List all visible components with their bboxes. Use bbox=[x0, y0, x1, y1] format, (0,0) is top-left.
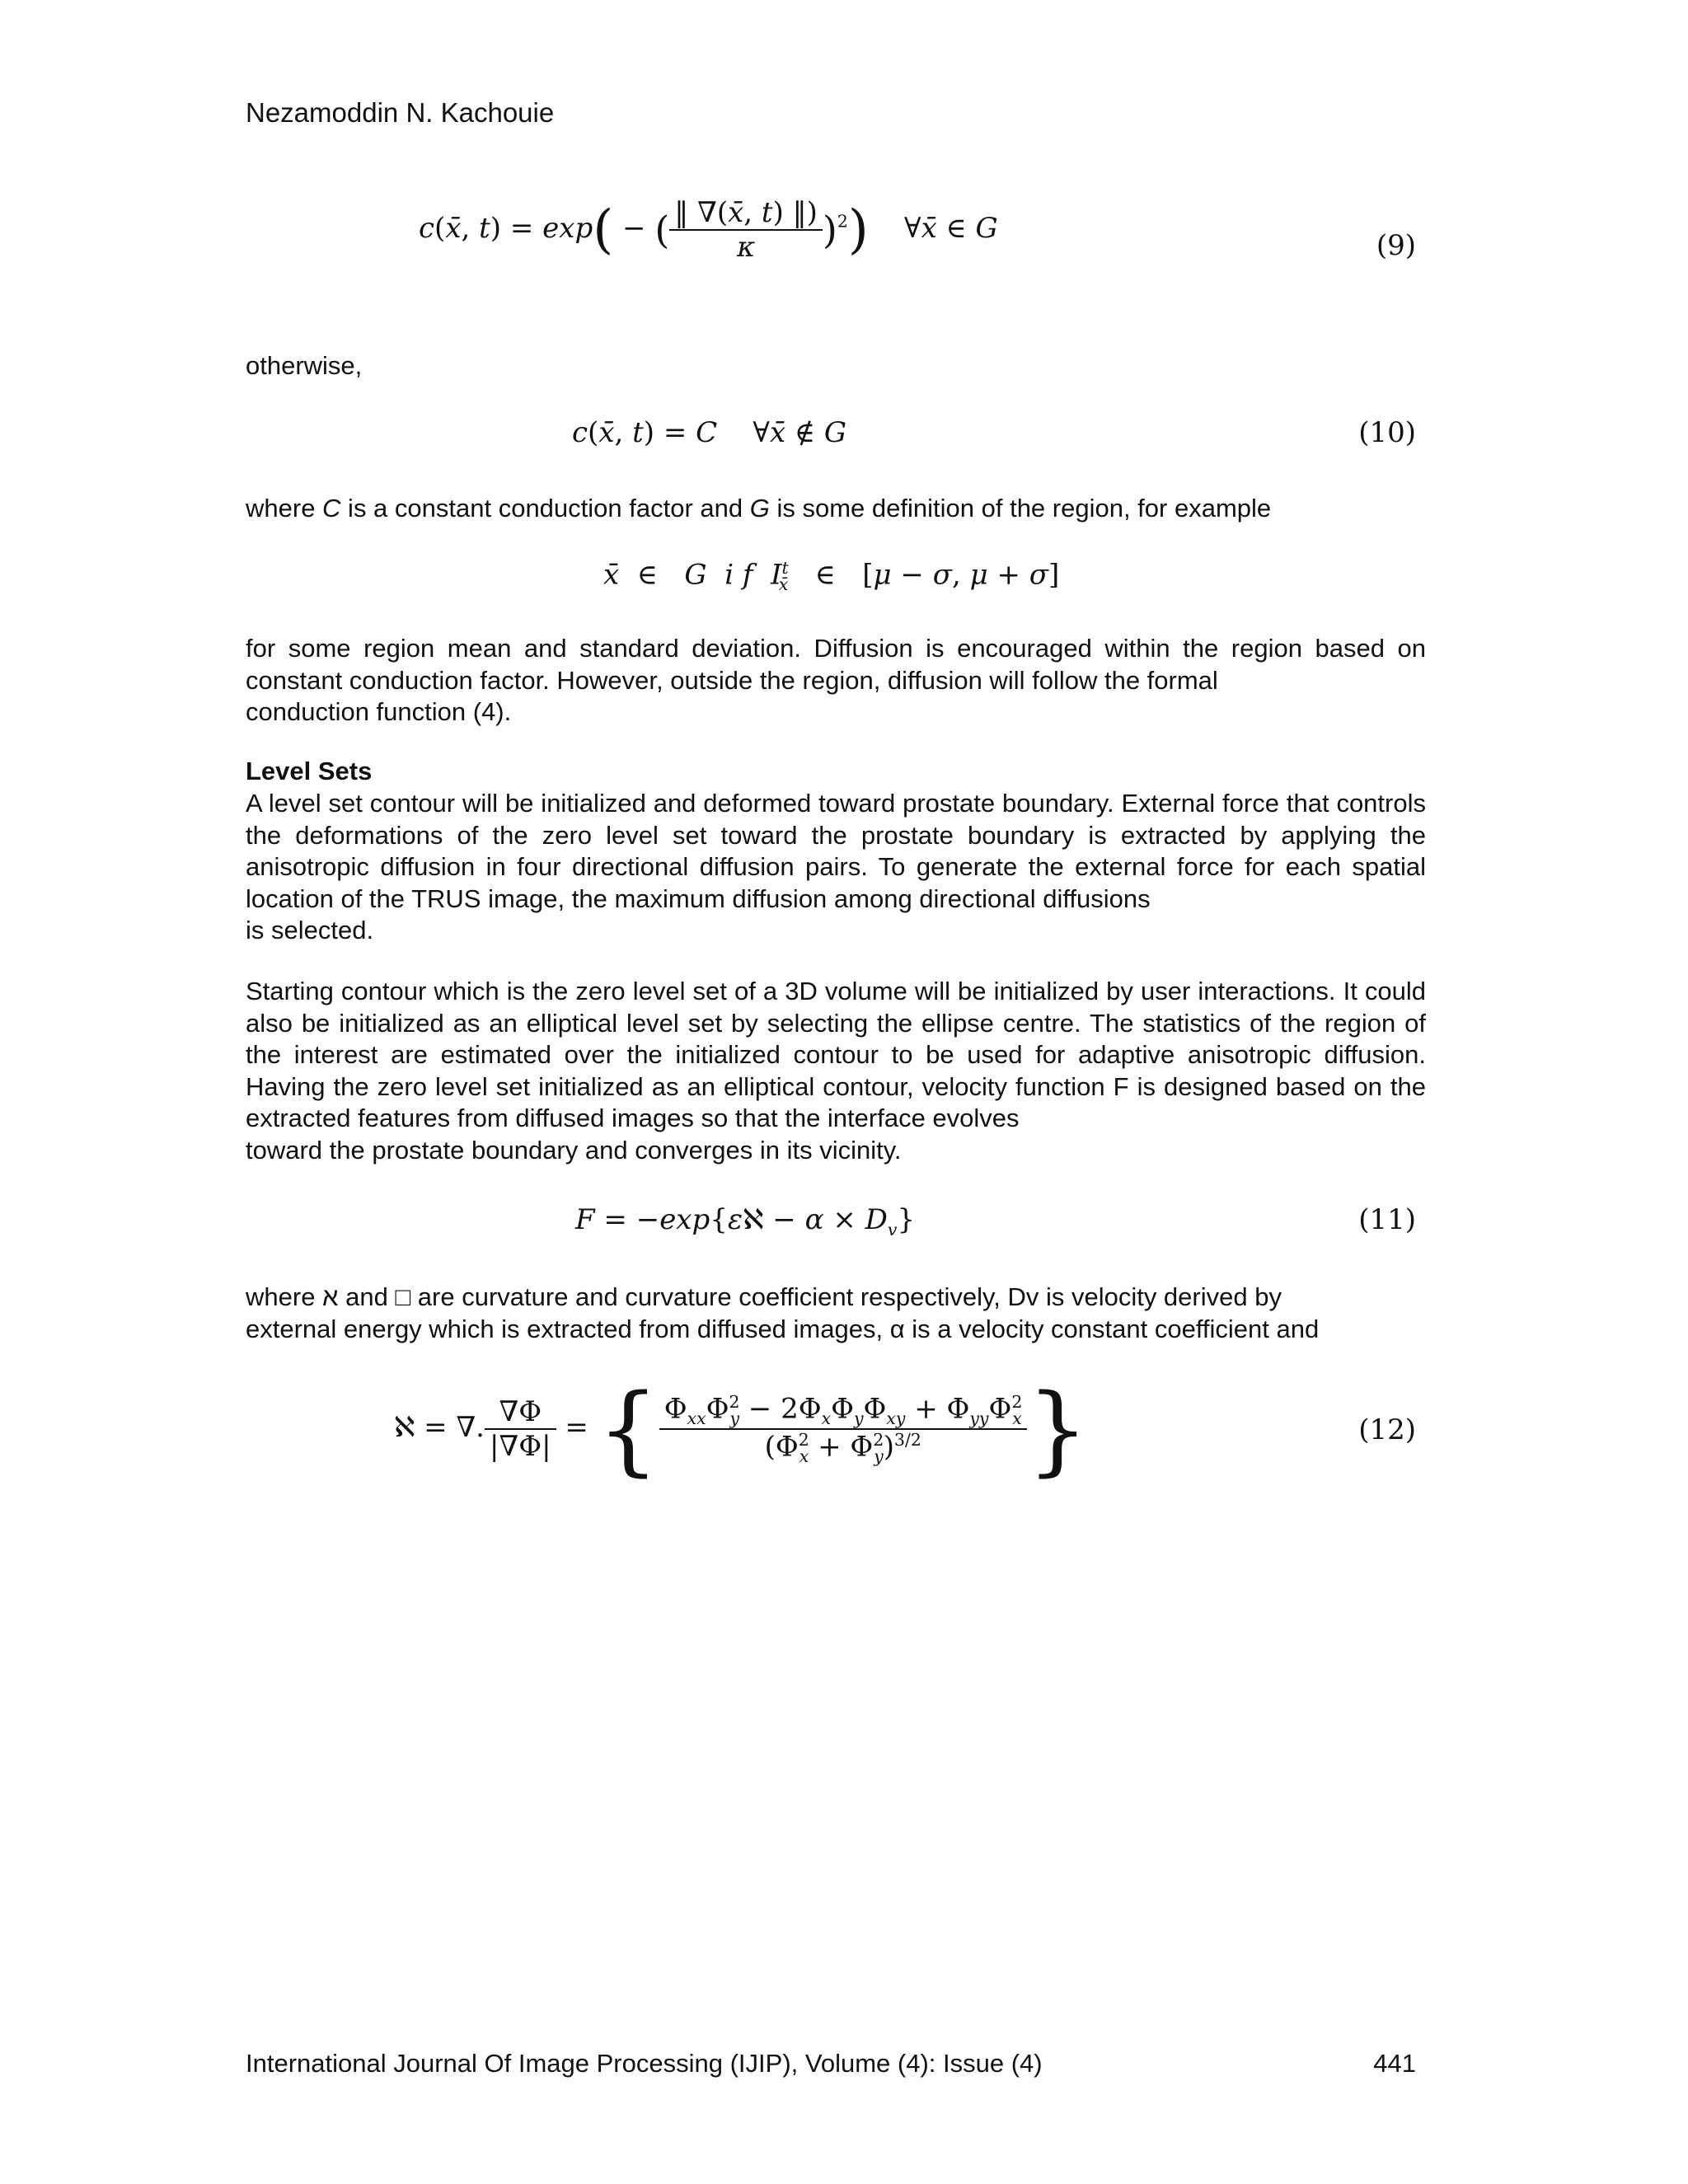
paragraph-diffusion-last-line: conduction function (4). bbox=[246, 697, 512, 726]
text-where-c-g-prefix: where bbox=[246, 494, 323, 523]
equation-9-number: (9) bbox=[1376, 229, 1416, 262]
paragraph-diffusion bbox=[246, 633, 1426, 729]
equation-10: c(x̄, t) = C ∀x̄ ∉ G bbox=[572, 416, 847, 449]
footer-page-number: 441 bbox=[1373, 2049, 1416, 2078]
paragraph-level-sets-text: A level set contour will be initialized and deformed toward prostate boundary. External force that controls the deformations of the zero level set toward the prostate boundary is extracted by applying the anisotropic diffusion in four directional diffusion pairs. To generate the external force for each spatial location of the TRUS image, the maximum diffusion among directional diffusions bbox=[246, 789, 1426, 913]
equation-11-number: (11) bbox=[1358, 1203, 1416, 1236]
symbol-g: G bbox=[749, 494, 770, 523]
paragraph-where-kappa bbox=[246, 1282, 1426, 1345]
equation-9: c(x̄, t) = exp( − ( $\frac{‖ \nabla(x̄, t) ‖)}{\kappa}$ )$^2$) ∀x̄ ∈ G bbox=[419, 196, 998, 264]
paragraph-where-kappa-text: where א and □ are curvature and curvature coefficient respectively, Dv is velocity derived by bbox=[246, 1282, 1282, 1311]
text-where-c-g-suffix: is some definition of the region, for example bbox=[769, 494, 1272, 523]
equation-12: ℵ = ∇. $\frac{\nabla\Phi}{|\nabla\Phi|}$ = { $\frac{\Phi_{xx}\Phi^2_y - 2\Phi_x\Phi_y\Phi_{xy} + \Phi_{yy}\Phi^2_x}{(\Phi^2_x + \Phi^2_y)^{3/2}}$ } bbox=[394, 1372, 1089, 1486]
paragraph-where-kappa-last-line: external energy which is extracted from diffused images, α is a velocity constant coefficient and bbox=[246, 1314, 1320, 1343]
paragraph-level-sets bbox=[246, 788, 1426, 947]
equation-12-number: (12) bbox=[1358, 1413, 1416, 1446]
paragraph-diffusion-text: for some region mean and standard deviation. Diffusion is encouraged within the region based on constant conduction factor. However, outside the region, diffusion will follow the formal bbox=[246, 634, 1426, 695]
equation-11: F = −exp{εℵ − $\alpha \times D_v$} bbox=[575, 1203, 916, 1240]
paragraph-level-sets-last-line: is selected. bbox=[246, 916, 374, 944]
equation-region-definition: x̄ ∈ G i f $I^t_{x̄}$ ∈ [μ − σ, μ + σ] bbox=[603, 558, 1060, 595]
footer-journal-info: International Journal Of Image Processing (IJIP), Volume (4): Issue (4) bbox=[246, 2049, 1043, 2078]
text-where-c-g-mid: is a constant conduction factor and bbox=[340, 494, 750, 523]
paragraph-starting-contour-text: Starting contour which is the zero level set of a 3D volume will be initialized by user interactions. It could also be initialized as an elliptical level set by selecting the ellipse centre. The statistics of the region of the interest are estimated over the initialized contour to be used for adaptive anisotropic diffusion. Having the zero level set initialized as an elliptical contour, velocity function F is designed based on the extracted features from diffused images so that the interface evolves bbox=[246, 977, 1426, 1132]
text-otherwise: otherwise, bbox=[246, 351, 363, 380]
section-heading-level-sets: Level Sets bbox=[246, 757, 373, 785]
paragraph-starting-contour-last-line: toward the prostate boundary and converges in its vicinity. bbox=[246, 1135, 902, 1165]
equation-10-number: (10) bbox=[1358, 416, 1416, 449]
text-where-c-g bbox=[246, 493, 1426, 525]
paragraph-starting-contour bbox=[246, 976, 1426, 1166]
symbol-c: C bbox=[322, 494, 341, 523]
running-header-author: Nezamoddin N. Kachouie bbox=[246, 97, 555, 128]
